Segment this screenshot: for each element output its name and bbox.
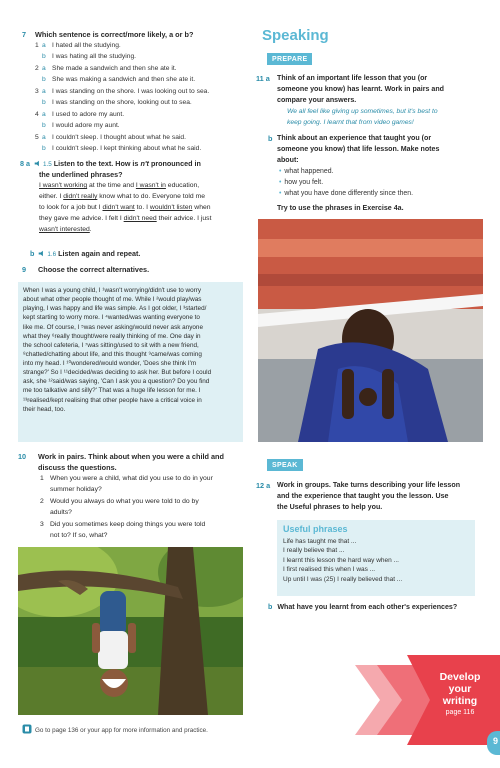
bullet-item: • what happened. — [279, 168, 333, 177]
exercise-title: Work in pairs. Think about when you were a child and — [38, 452, 224, 461]
exercise-title: Which sentence is correct/more likely, a or b? — [35, 30, 194, 39]
exercise-number: 8 a — [20, 159, 30, 168]
list-item: b I was hating all the studying. — [42, 53, 137, 60]
phrase-item: I learnt this lesson the hard way when ... — [283, 556, 399, 564]
footer-note: Go to page 136 or your app for more information and practice. — [22, 724, 208, 735]
story-line: ¹³realised/kept realising that other people have a critical voice in — [23, 396, 202, 404]
exercise-9-heading — [22, 265, 149, 274]
audio-icon[interactable] — [38, 250, 45, 257]
phrase-item: I really believe that ... — [283, 547, 345, 555]
list-item: 3 a I was standing on the shore. I was looking out to sea. — [35, 88, 210, 95]
story-line: When I was a young child, I ¹wasn't worrying/didn't use to worry — [23, 287, 202, 294]
develop-writing-banner[interactable] — [355, 655, 500, 745]
story-line: ⁸chatted/chatting about life, and this thought ⁹came/was coming — [23, 350, 202, 358]
exercise-title: What have you learnt from each other's experiences? — [277, 603, 458, 611]
list-item: 3 Did you sometimes keep doing things you were told — [40, 521, 206, 528]
text-line: either. I didn't really know what to do. Everyone told me — [39, 193, 206, 200]
exercise-letter: a — [266, 481, 271, 490]
text-line: to look for a job but I didn't want to. I wouldn't listen when — [39, 204, 211, 211]
story-line: kept starting to worry more. I ⁴wanted/was wanting everyone to — [23, 314, 200, 322]
text-line: I wasn't working at the time and I wasn't in education, — [39, 182, 200, 189]
develop-writing-page: page 116 — [445, 709, 475, 717]
list-item: 2 Would you always do what you were told to do by — [40, 498, 199, 505]
story-text-box — [18, 282, 243, 442]
list-item-cont: adults? — [50, 509, 72, 516]
page-number: 9 — [493, 736, 499, 746]
phrase-item: I first realised this when I was ... — [283, 566, 376, 574]
useful-phrases-box — [277, 520, 475, 596]
track-number: 1.5 — [43, 161, 52, 168]
bullet-item: • how you felt. — [279, 179, 323, 188]
exercise-number: 12 — [256, 481, 265, 490]
exercise-letter: b — [268, 134, 273, 143]
story-line: what they ⁶really thought/were really thinking of me. One day in — [23, 332, 201, 340]
story-line: about what other people thought of me. While I ²would play/was — [23, 296, 202, 304]
exercise-letter: b — [30, 249, 35, 258]
speak-tag: SPEAK — [267, 459, 303, 471]
exercise-12-heading — [256, 481, 270, 490]
list-item-cont: not to? If so, what? — [50, 532, 108, 539]
story-line: their head, too. — [23, 405, 66, 413]
photo-boy-hanging-from-tree — [18, 547, 243, 715]
exercise-title-cont: the underlined phrases? — [39, 170, 123, 179]
story-line: the school cafeteria, I ⁷was sitting/used to sit with a new friend, — [23, 341, 199, 349]
story-line: like me. Of course, I ⁵was never asking/would never ask anyone — [23, 323, 203, 331]
develop-writing-label: Develop your writing page 116 — [425, 671, 495, 717]
list-item: b I would adore my aunt. — [42, 122, 120, 129]
grammar-reference-icon — [22, 724, 32, 734]
exercise-number: 11 — [256, 74, 264, 83]
exercise-number: 7 — [22, 30, 27, 39]
prepare-tag: PREPARE — [267, 53, 312, 65]
exercise-12b — [268, 603, 457, 612]
text-line: wasn't interested. — [39, 226, 92, 233]
exercise-8a-heading — [20, 159, 201, 169]
exercise-letter: b — [268, 603, 273, 611]
list-item: 2 a She made a sandwich and then she ate it. — [35, 65, 177, 72]
list-item: b She was making a sandwich and then she ate it. — [42, 76, 196, 83]
exercise-7-heading — [22, 30, 193, 39]
list-item: 1 a I hated all the studying. — [35, 42, 121, 49]
useful-phrases-heading: Useful phrases — [283, 524, 348, 534]
exercise-letter: a — [265, 74, 270, 83]
exercise-number: 10 — [18, 452, 27, 461]
track-number: 1.6 — [47, 251, 57, 258]
exercise-title: Listen to the text. How is n't pronounced in — [53, 159, 201, 168]
exercise-8b-heading — [30, 249, 140, 259]
list-item: 1 When you were a child, what did you use to do in your — [40, 475, 213, 482]
exercise-11-hint: Try to use the phrases in Exercise 4a. — [277, 204, 404, 212]
exercise-title-cont: discuss the questions. — [38, 463, 117, 472]
list-item: b I couldn't sleep. I kept thinking about what he said. — [42, 145, 202, 152]
story-line: strange?' So I ¹¹decided/was deciding to ask her. But before I could — [23, 369, 212, 377]
list-item: 5 a I couldn't sleep. I thought about what he said. — [35, 134, 187, 141]
exercise-title: Choose the correct alternatives. — [38, 265, 150, 274]
list-item-cont: summer holiday? — [50, 486, 102, 493]
phrase-item: Life has taught me that ... — [283, 538, 357, 546]
story-line: me too talkative and silly?' That was a huge life lesson for me. I — [23, 387, 201, 395]
list-item: 4 a I used to adore my aunt. — [35, 111, 125, 118]
page-number-tab — [487, 731, 500, 755]
story-line: playing, I was happy and life was simple. As I got older, I ³started/ — [23, 305, 207, 313]
story-line: into my head. I ¹⁰wondered/would wonder, 'Does she think I'm — [23, 360, 197, 367]
photo-runner-at-finish-line — [258, 219, 483, 442]
exercise-title: Listen again and repeat. — [58, 249, 141, 258]
phrase-item: Up until I was (25) I really believed that ... — [283, 575, 403, 583]
story-line: ask, she ¹²said/was saying, 'Can I ask you a question? Do you find — [23, 378, 210, 386]
exercise-11-heading — [256, 74, 270, 83]
exercise-number: 9 — [22, 265, 27, 274]
section-heading: Speaking — [262, 27, 329, 44]
audio-icon[interactable] — [34, 160, 41, 167]
bullet-item: • what you have done differently since then. — [279, 190, 413, 199]
text-line: they gave me advice. I felt I didn't need their advice. I just — [39, 215, 212, 222]
exercise-10-heading — [18, 452, 224, 461]
list-item: b I was standing on the shore, looking out to sea. — [42, 99, 192, 106]
